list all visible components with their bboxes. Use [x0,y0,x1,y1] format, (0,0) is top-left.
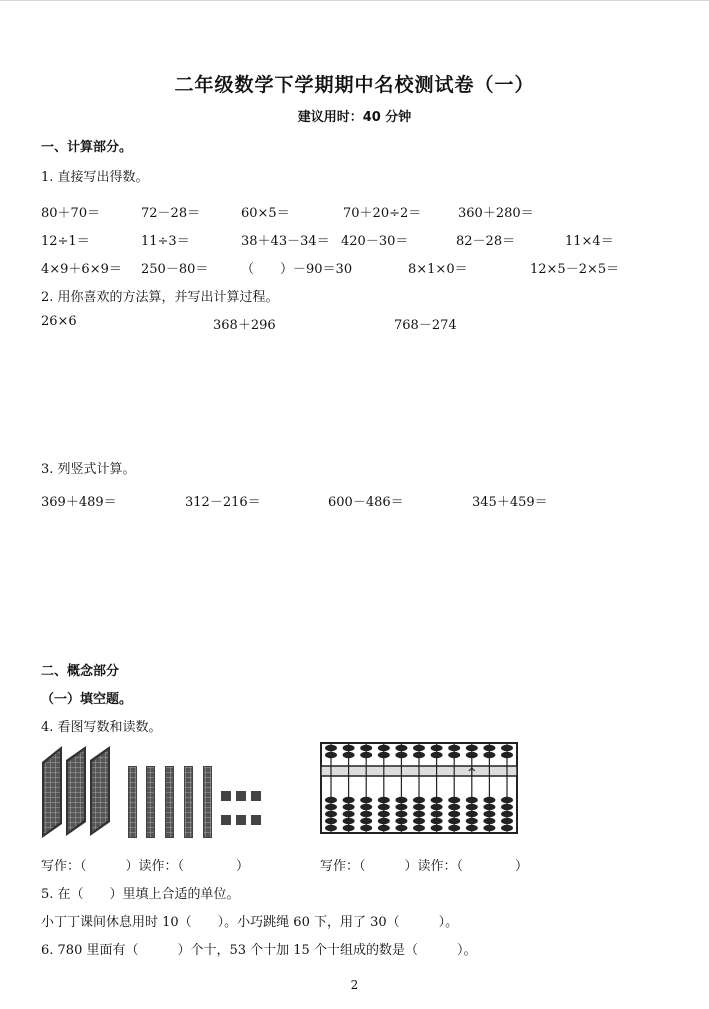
ten-rod [165,766,174,838]
unit-cube [236,791,246,801]
abacus-bead [501,745,513,751]
q5-label: 5. 在（ ）里填上合适的单位。 [41,887,240,902]
q6-text: 6. 780 里面有（ ）个十，53 个十加 15 个十组成的数是（ ）。 [41,943,477,958]
q1-problem: 80＋70＝ [41,206,101,221]
base-ten-blocks-figure [40,742,272,838]
abacus-bead [343,818,355,824]
q3-problem: 312－216＝ [185,495,261,510]
q5-text: 小丁丁课间休息用时 10（ ）。小巧跳绳 60 下，用了 30（ ）。 [41,915,459,930]
q3-problem: 369＋489＝ [41,495,117,510]
subsection-fill-blank: （一）填空题。 [41,692,133,707]
page-number: 2 [350,978,359,992]
abacus-bead [343,745,355,751]
abacus-bead [360,752,372,758]
q1-problem: 38＋43－34＝ [241,234,330,249]
abacus-bead [395,752,407,758]
abacus-bead [378,811,390,817]
abacus-bead [325,745,337,751]
q1-problem: 420－30＝ [341,234,409,249]
abacus-bead [431,804,443,810]
abacus-bead [325,811,337,817]
abacus-bead [431,797,443,803]
abacus-bead [448,797,460,803]
abacus-figure [320,742,518,834]
abacus-bead [343,752,355,758]
abacus-bead [378,825,390,831]
abacus-bead [325,804,337,810]
abacus-bead [343,804,355,810]
abacus-bead [483,825,495,831]
abacus-bead [448,752,460,758]
abacus-bead [360,797,372,803]
unit-cube [221,815,231,825]
q3-label: 3. 列竖式计算。 [41,462,136,477]
abacus-bead [395,818,407,824]
abacus-bead [413,818,425,824]
q1-problem: 11÷3＝ [141,234,190,249]
abacus-bead [448,745,460,751]
q1-problem: 72－28＝ [141,206,201,221]
abacus-bead [448,818,460,824]
q1-label: 1. 直接写出得数。 [41,170,149,185]
q1-problem: 12×5－2×5＝ [530,262,620,277]
abacus-bead [466,797,478,803]
page-title: 二年级数学下学期期中名校测试卷（一） [174,74,535,96]
abacus-bead [448,825,460,831]
abacus-bead [395,825,407,831]
q1-problem: 60×5＝ [241,206,290,221]
unit-cube [251,791,261,801]
abacus-bead [378,804,390,810]
ten-rod [203,766,212,838]
section-2-heading: 二、概念部分 [41,664,120,679]
abacus-bead [413,825,425,831]
abacus-bead [395,745,407,751]
abacus-bead [448,811,460,817]
abacus-bead [395,797,407,803]
abacus-bead [431,825,443,831]
abacus-bead [483,811,495,817]
abacus-bead [395,811,407,817]
q2-problem: 26×6 [41,314,77,329]
hundred-flat [90,746,110,836]
abacus-bead [413,811,425,817]
abacus-bead [483,797,495,803]
abacus-bead [501,804,513,810]
abacus-bead [431,818,443,824]
q1-problem: 360＋280＝ [458,206,534,221]
abacus-bead [466,752,478,758]
hundred-flat [42,746,62,838]
abacus-bead [343,797,355,803]
abacus-bead [378,818,390,824]
q1-problem: 82－28＝ [456,234,516,249]
abacus-bead [501,825,513,831]
unit-cube [251,815,261,825]
abacus-bead [343,811,355,817]
abacus-bead [501,752,513,758]
q4-label: 4. 看图写数和读数。 [41,720,162,735]
abacus-bead [413,752,425,758]
abacus-bead [360,804,372,810]
q1-problem: 250－80＝ [141,262,209,277]
abacus-bead [360,825,372,831]
ten-rod [146,766,155,838]
abacus-bead [466,825,478,831]
abacus-bead [448,804,460,810]
q2-problem: 368＋296 [213,318,276,333]
time-suggestion: 建议用时：40 分钟 [297,110,412,125]
abacus-bead [325,818,337,824]
abacus-bead [501,797,513,803]
q3-problem: 600－486＝ [328,495,404,510]
abacus-bead [483,745,495,751]
abacus-bead [483,818,495,824]
ten-rod [128,766,137,838]
abacus-bead [483,752,495,758]
q4-right-answer: 写作：（ ）读作：（ ） [320,859,529,874]
section-1-heading: 一、计算部分。 [41,140,133,155]
q1-problem: （ ）－90＝30 [241,262,353,277]
abacus-bead [325,752,337,758]
q1-problem: 12÷1＝ [41,234,90,249]
abacus-bead [466,811,478,817]
q1-problem: 8×1×0＝ [408,262,468,277]
abacus-bead [378,797,390,803]
unit-cube [221,791,231,801]
abacus-bead [413,745,425,751]
abacus-bead [395,804,407,810]
q4-left-answer: 写作：（ ）读作：（ ） [41,859,250,874]
q1-problem: 70＋20÷2＝ [343,206,422,221]
abacus-bead [501,811,513,817]
unit-cube [236,815,246,825]
q2-problem: 768－274 [394,318,457,333]
abacus-bead [483,804,495,810]
abacus-bead [431,745,443,751]
abacus-bead [360,745,372,751]
abacus-bead [466,804,478,810]
abacus-bead [343,825,355,831]
abacus-bead [431,811,443,817]
abacus-bead [466,818,478,824]
abacus-bead [360,818,372,824]
q2-label: 2. 用你喜欢的方法算，并写出计算过程。 [41,290,279,305]
q1-problem: 11×4＝ [565,234,614,249]
ten-rod [184,766,193,838]
abacus-bead [325,825,337,831]
hundred-flat [66,746,86,836]
abacus-bead [378,752,390,758]
abacus-bead [325,797,337,803]
abacus-bead [501,818,513,824]
q1-problem: 4×9＋6×9＝ [41,262,122,277]
q3-problem: 345＋459＝ [472,495,548,510]
abacus-bead [413,804,425,810]
abacus-bead [360,811,372,817]
abacus-bead [413,797,425,803]
top-border [0,0,709,1]
abacus-bead [378,745,390,751]
abacus-bead [431,752,443,758]
abacus-bead [466,745,478,751]
